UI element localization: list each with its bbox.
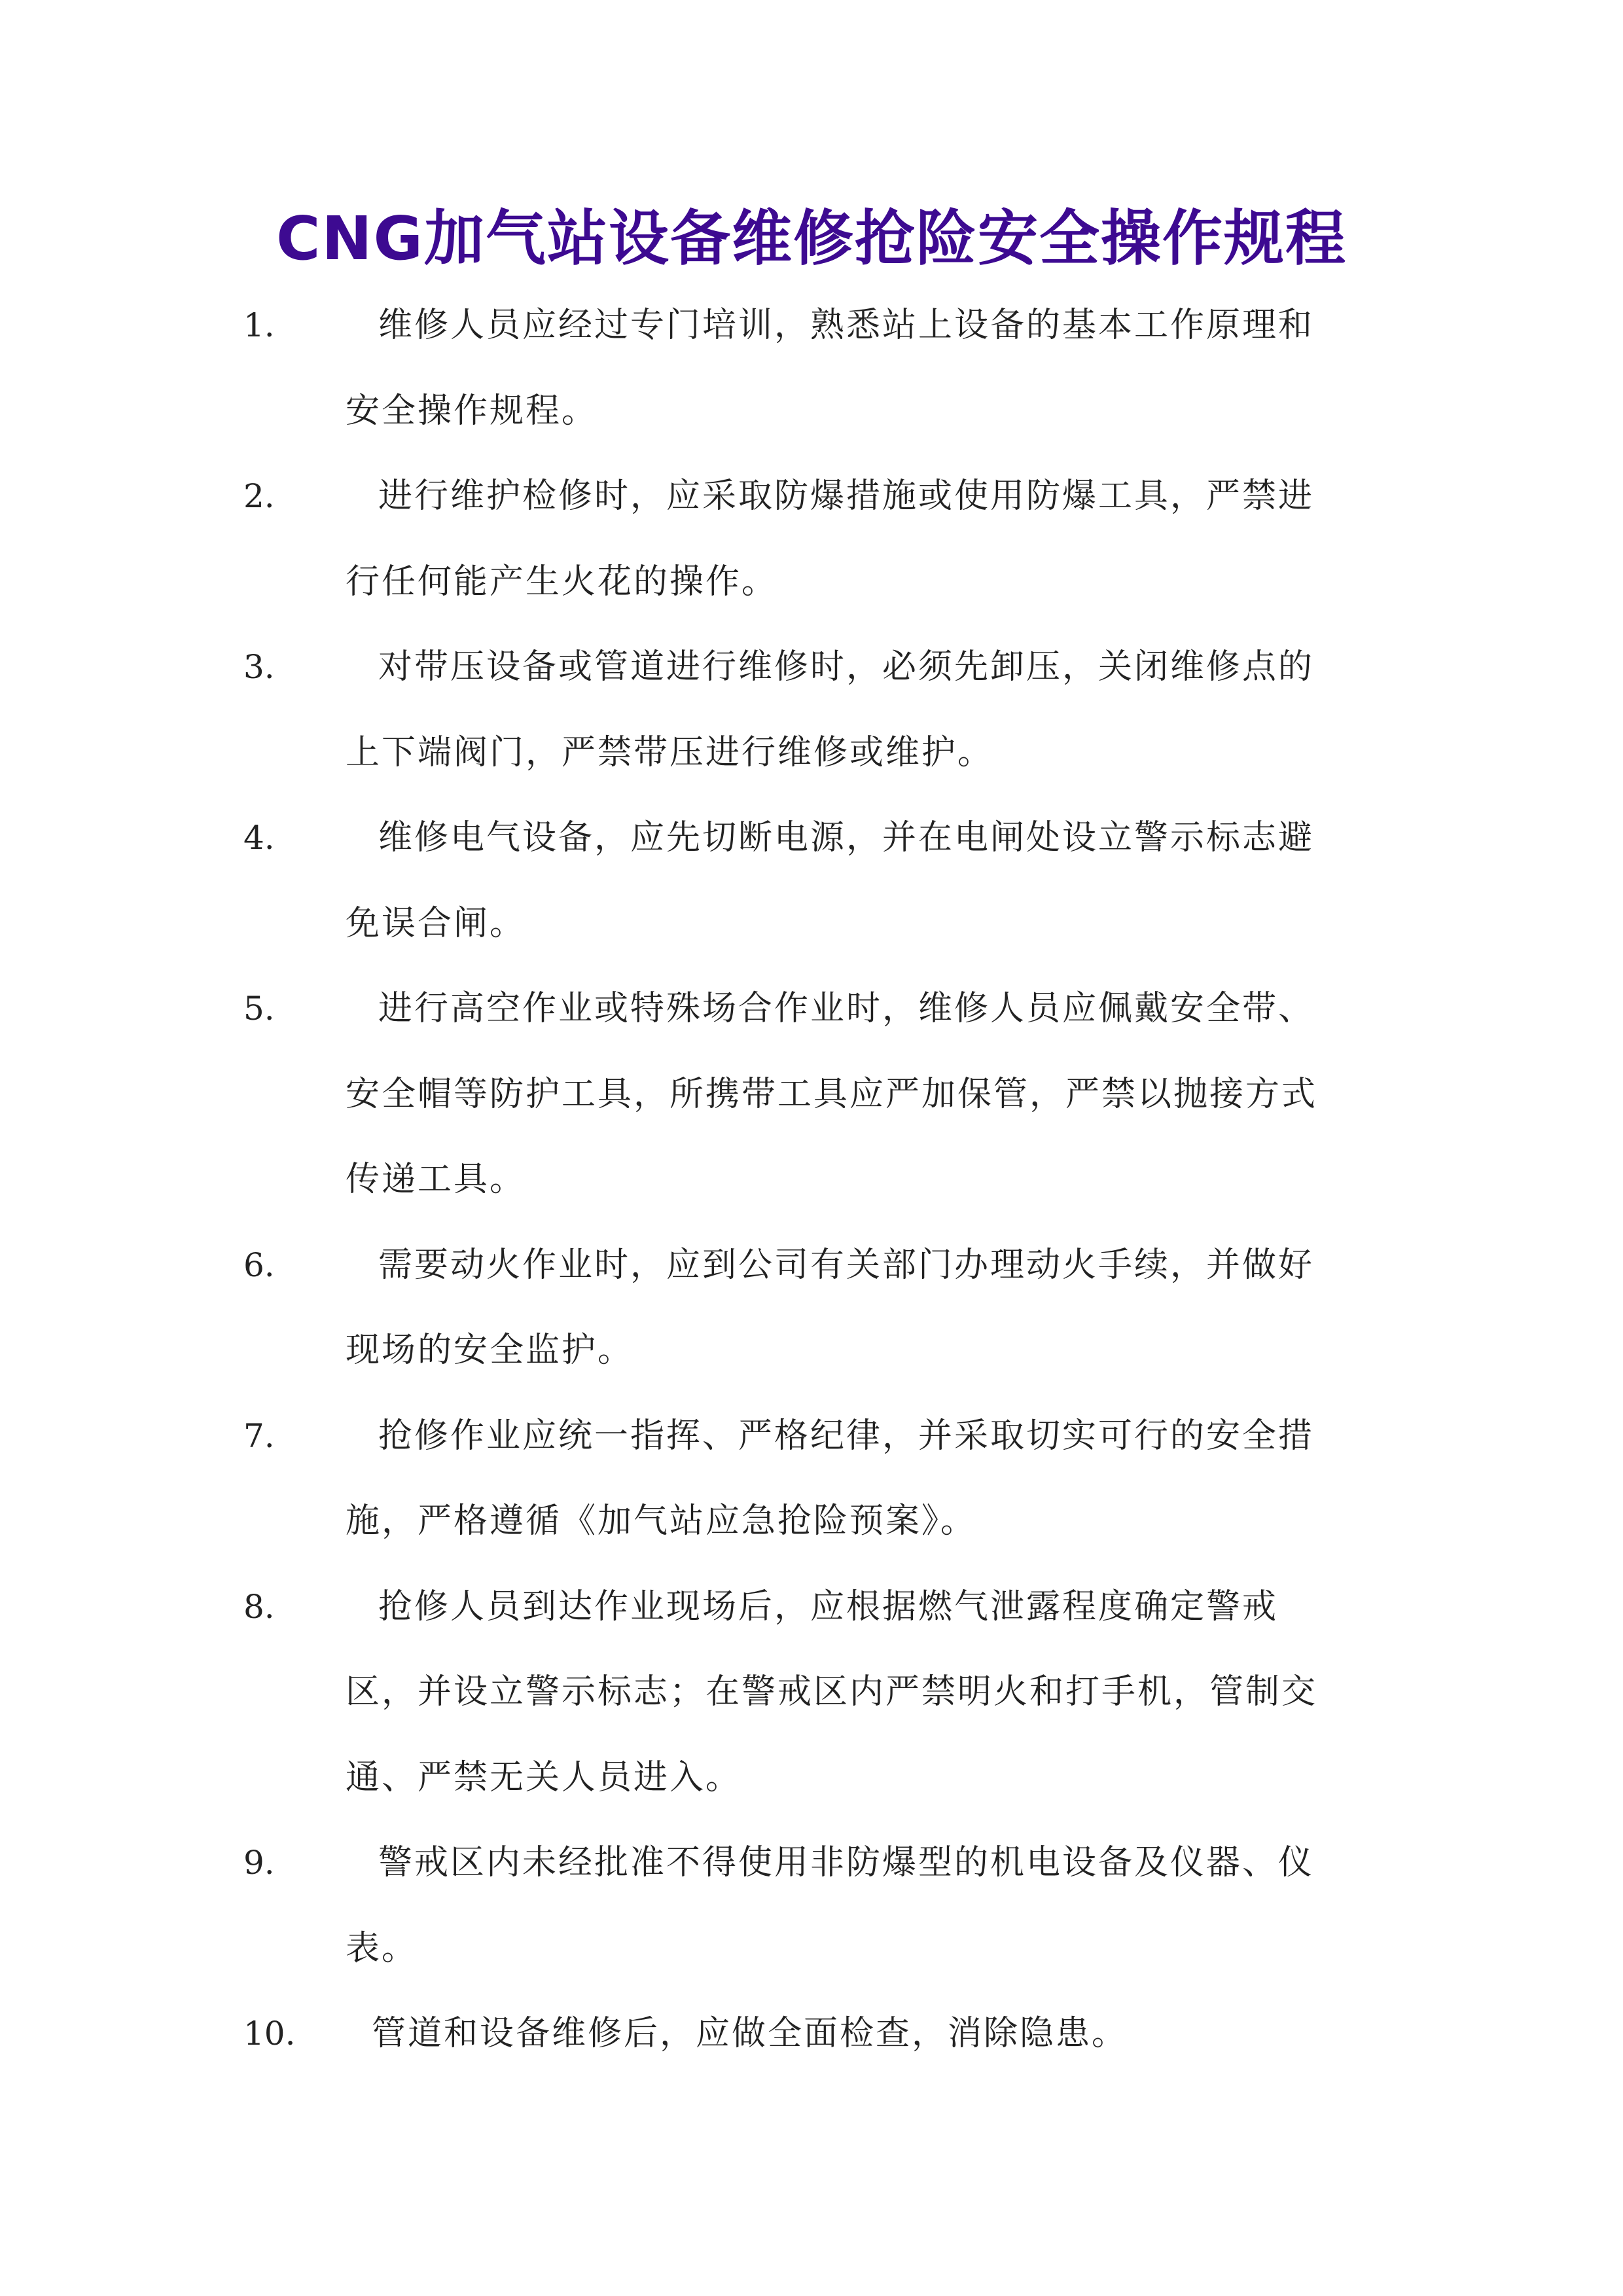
item-text-line: 维修人员应经过专门培训，熟悉站上设备的基本工作原理和 bbox=[378, 306, 1315, 345]
item-text-line: 上下端阀门，严禁带压进行维修或维护。 bbox=[346, 733, 994, 772]
item-text-line: 对带压设备或管道进行维修时，必须先卸压，关闭维修点的 bbox=[378, 647, 1315, 687]
item-text-line: 施，严格遵循《加气站应急抢险预案》。 bbox=[346, 1501, 977, 1541]
item-number: 1. bbox=[243, 306, 275, 344]
item-number: 7. bbox=[243, 1417, 275, 1455]
item-text-line: 抢修作业应统一指挥、严格纪律，并采取切实可行的安全措 bbox=[378, 1416, 1315, 1456]
item-number: 10. bbox=[243, 2015, 296, 2053]
item-text-line: 需要动火作业时，应到公司有关部门办理动火手续，并做好 bbox=[378, 1246, 1315, 1285]
item-text-line: 安全帽等防护工具，所携带工具应严加保管，严禁以抛接方式 bbox=[346, 1075, 1318, 1114]
item-text-line: 管道和设备维修后，应做全面检查，消除隐患。 bbox=[372, 2014, 1128, 2053]
item-number: 6. bbox=[243, 1246, 275, 1284]
item-number: 9. bbox=[243, 1844, 275, 1882]
item-text-line: 安全操作规程。 bbox=[346, 391, 598, 431]
item-text-line: 维修电气设备，应先切断电源，并在电闸处设立警示标志避 bbox=[378, 818, 1315, 857]
item-number: 3. bbox=[243, 648, 275, 686]
item-text-line: 警戒区内未经批准不得使用非防爆型的机电设备及仪器、仪 bbox=[378, 1843, 1315, 1882]
item-text-line: 进行高空作业或特殊场合作业时，维修人员应佩戴安全带、 bbox=[378, 989, 1315, 1028]
item-text-line: 通、严禁无关人员进入。 bbox=[346, 1758, 742, 1797]
item-number: 2. bbox=[243, 477, 275, 515]
item-text-line: 行任何能产生火花的操作。 bbox=[346, 562, 778, 601]
item-text-line: 区，并设立警示标志；在警戒区内严禁明火和打手机，管制交 bbox=[346, 1672, 1318, 1712]
item-text-line: 现场的安全监护。 bbox=[346, 1331, 634, 1370]
item-text-line: 进行维护检修时，应采取防爆措施或使用防爆工具，严禁进 bbox=[378, 476, 1315, 516]
item-text-line: 表。 bbox=[346, 1929, 418, 1968]
item-number: 5. bbox=[243, 990, 275, 1028]
item-text-line: 传递工具。 bbox=[346, 1160, 526, 1199]
item-number: 8. bbox=[243, 1588, 275, 1626]
item-text-line: 抢修人员到达作业现场后，应根据燃气泄露程度确定警戒 bbox=[378, 1587, 1279, 1626]
item-text-line: 免误合闸。 bbox=[346, 904, 526, 943]
page-title: CNG加气站设备维修抢险安全操作规程 bbox=[276, 204, 1347, 274]
item-number: 4. bbox=[243, 819, 275, 857]
